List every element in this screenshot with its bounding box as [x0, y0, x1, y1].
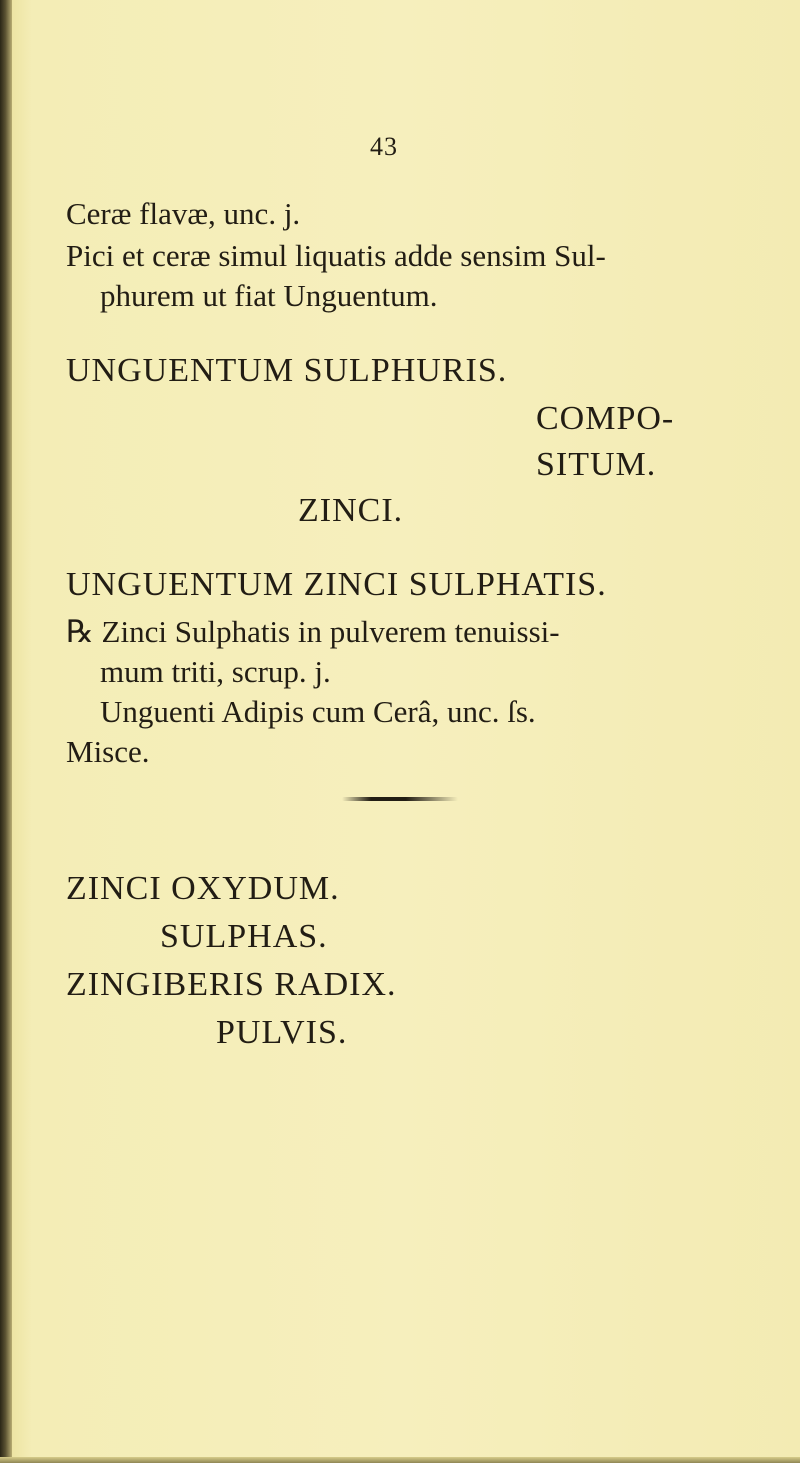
recipe-line: Pici et ceræ simul liquatis adde sensim Sul- [66, 238, 606, 273]
index-entry: ZINGIBERIS RADIX. [66, 966, 397, 1003]
section-heading-unguentum-sulphuris: UNGUENTUM SULPHURIS. [66, 352, 508, 389]
subheading-compo: COMPO- [536, 400, 675, 437]
formula-line: mum triti, scrup. j. [100, 654, 331, 689]
formula-line: ℞ Zinci Sulphatis in pulverem tenuissi- [66, 614, 560, 649]
recipe-line: Ceræ flavæ, unc. j. [66, 196, 301, 231]
recipe-line: phurem ut fiat Unguentum. [100, 278, 438, 313]
formula-line: Unguenti Adipis cum Cerâ, unc. ſs. [100, 694, 536, 729]
index-entry: ZINCI OXYDUM. [66, 870, 340, 907]
subheading-situm: SITUM. [536, 446, 657, 483]
page-gutter [0, 0, 12, 1463]
page-bottom-edge [0, 1457, 800, 1463]
section-heading-zinci-sulphatis: UNGUENTUM ZINCI SULPHATIS. [66, 566, 607, 603]
index-entry: SULPHAS. [160, 918, 328, 955]
index-entry: PULVIS. [216, 1014, 348, 1051]
formula-line: Misce. [66, 734, 150, 769]
section-divider [342, 797, 458, 801]
subheading-zinci: ZINCI. [298, 492, 404, 529]
page-number: 43 [370, 132, 398, 161]
